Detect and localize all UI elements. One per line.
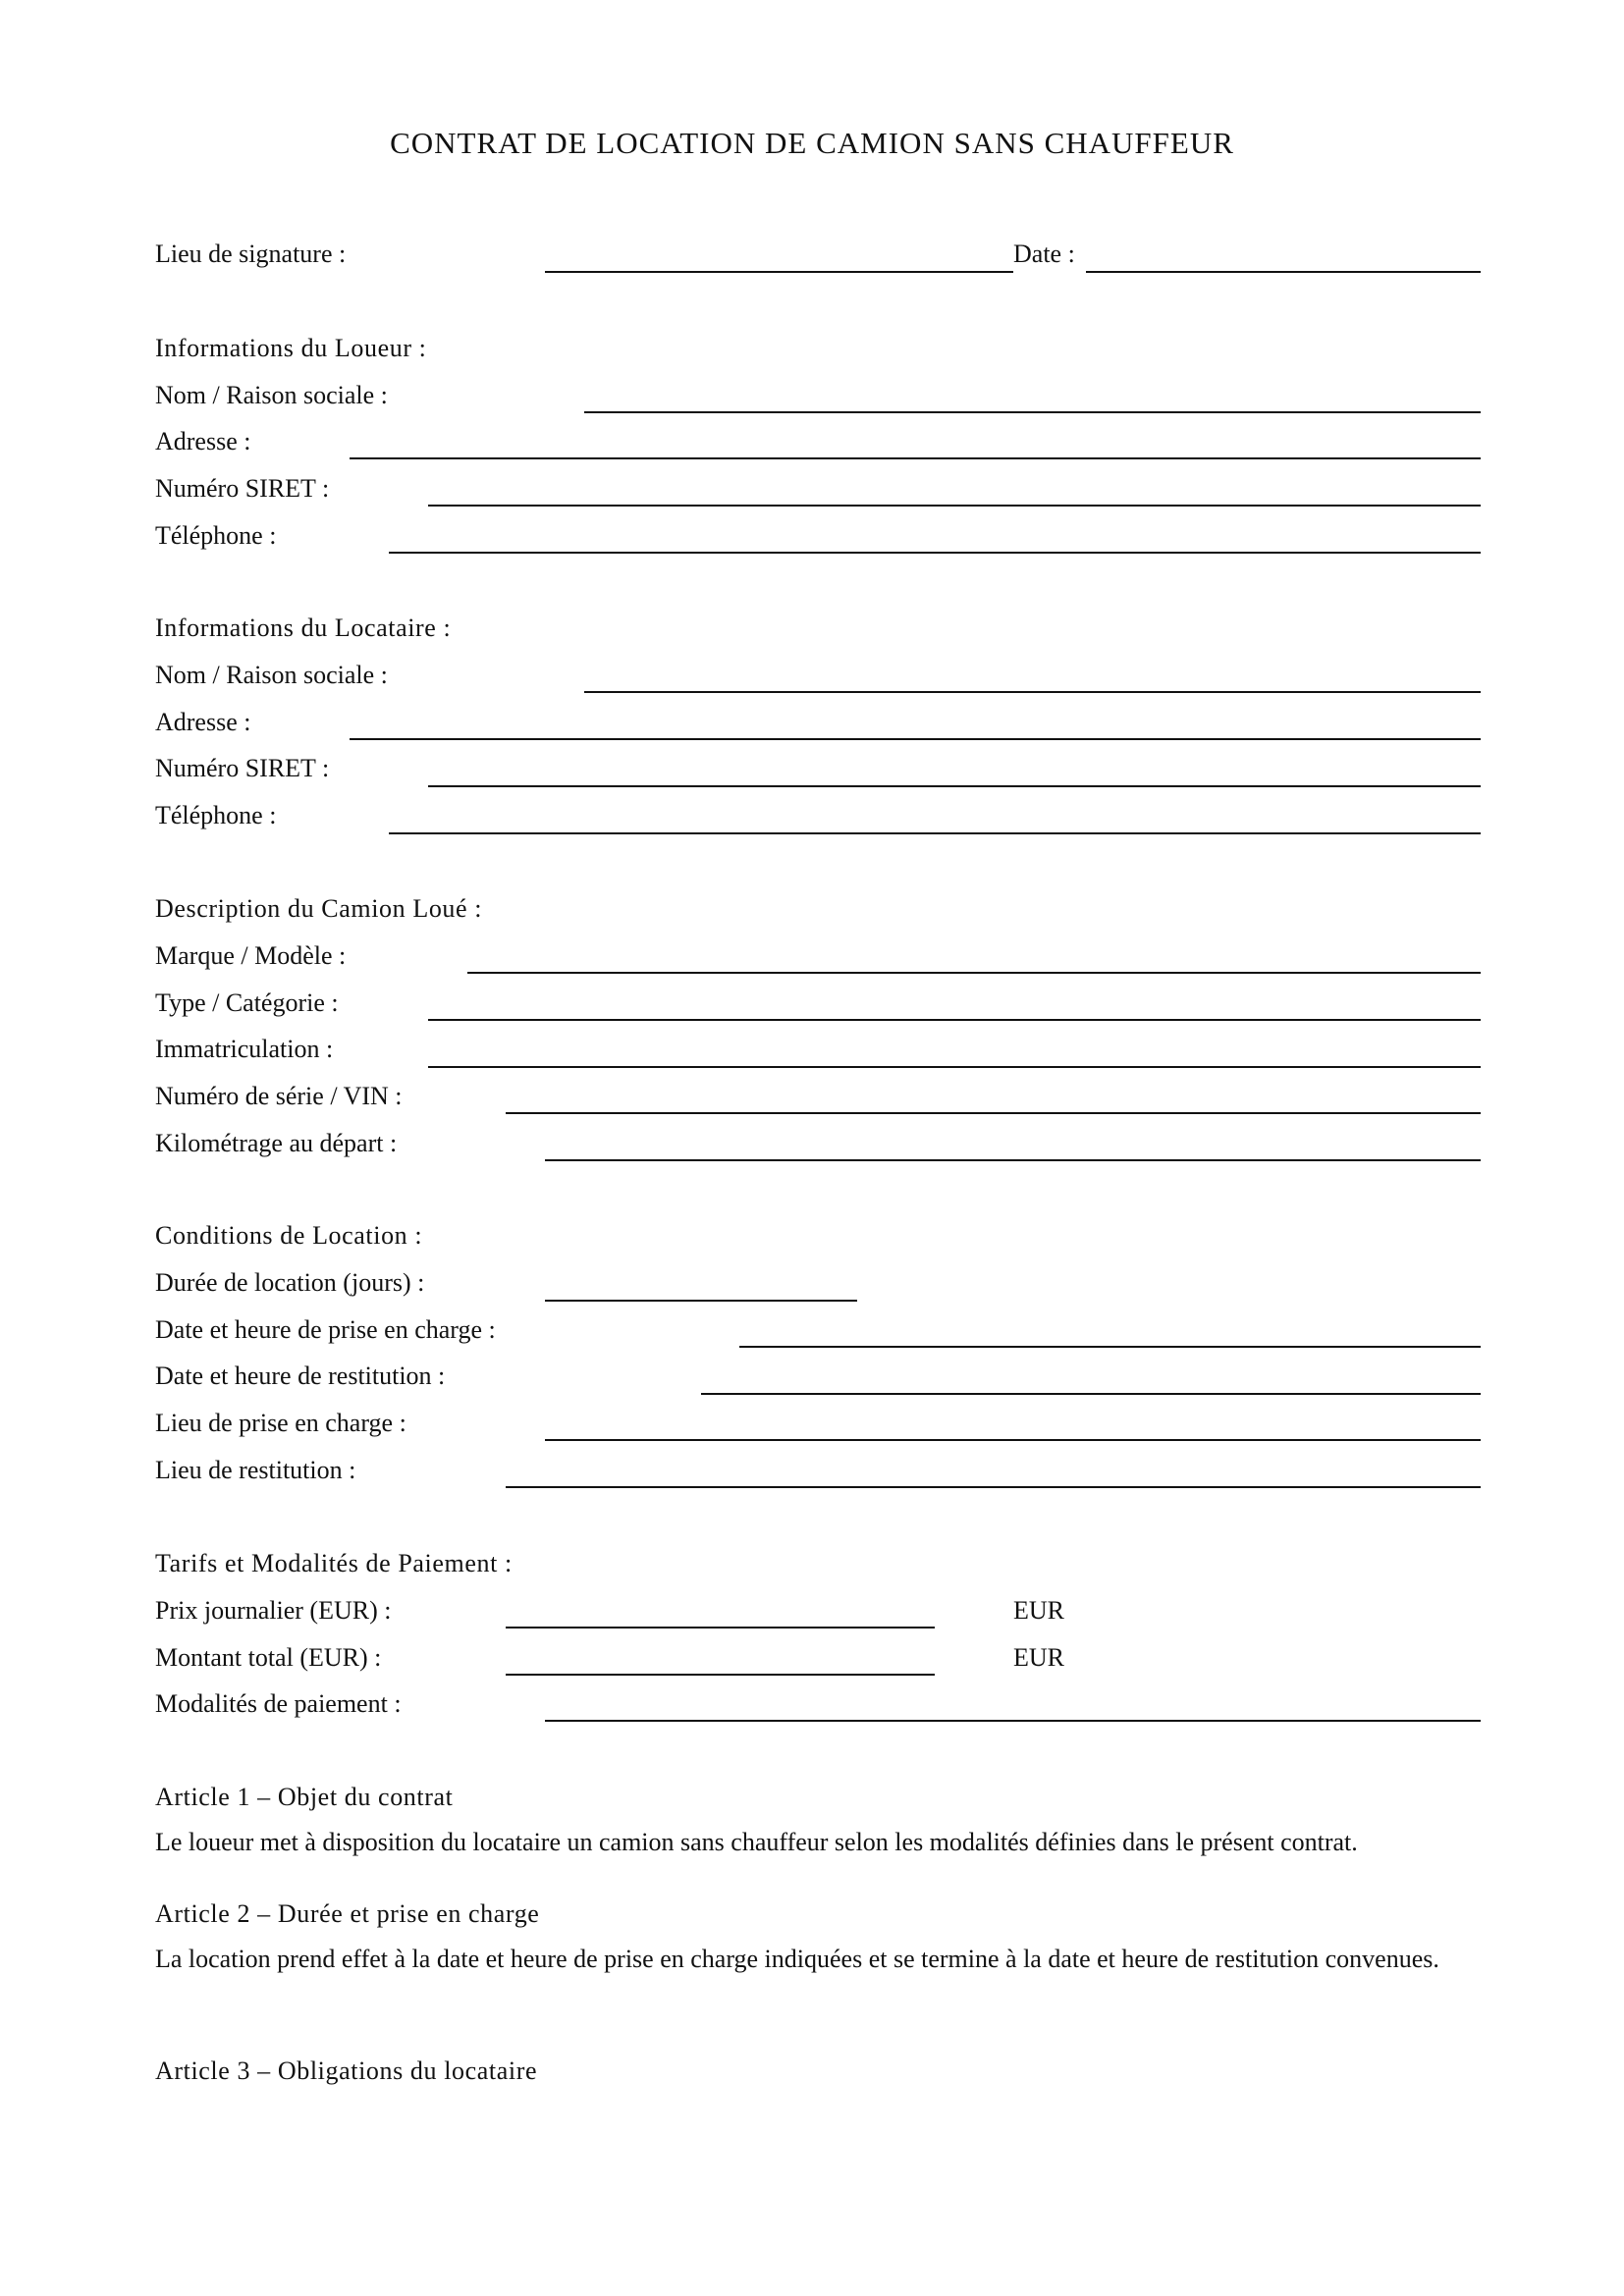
lieu-signature-field[interactable] [545,271,1013,273]
loueur-siret-label: Numéro SIRET : [155,474,330,503]
locataire-telephone-field[interactable] [389,832,1481,834]
lieu-restitution-field[interactable] [506,1486,1481,1488]
locataire-heading: Informations du Locataire : [155,614,452,642]
prix-journalier-unit: EUR [1013,1596,1064,1625]
modalites-label: Modalités de paiement : [155,1689,402,1718]
restitution-label: Date et heure de restitution : [155,1362,446,1390]
montant-total-unit: EUR [1013,1643,1064,1672]
locataire-siret-label: Numéro SIRET : [155,754,330,782]
camion-vin-field[interactable] [506,1112,1481,1114]
montant-total-label: Montant total (EUR) : [155,1643,382,1672]
lieu-prise-field[interactable] [545,1439,1481,1441]
locataire-siret-field[interactable] [428,785,1481,787]
article-1-title: Article 1 – Objet du contrat [155,1783,454,1811]
camion-km-label: Kilométrage au départ : [155,1129,398,1157]
camion-marque-field[interactable] [467,972,1481,974]
loueur-siret-field[interactable] [428,505,1481,507]
lieu-prise-label: Lieu de prise en charge : [155,1409,406,1437]
camion-vin-label: Numéro de série / VIN : [155,1082,403,1110]
montant-total-field[interactable] [506,1674,935,1676]
conditions-heading: Conditions de Location : [155,1221,423,1250]
camion-type-field[interactable] [428,1019,1481,1021]
camion-heading: Description du Camion Loué : [155,894,483,923]
prise-charge-field[interactable] [739,1346,1481,1348]
loueur-nom-label: Nom / Raison sociale : [155,381,388,409]
tarifs-heading: Tarifs et Modalités de Paiement : [155,1549,513,1577]
document-title: CONTRAT DE LOCATION DE CAMION SANS CHAUFFEUR [390,126,1234,160]
camion-marque-label: Marque / Modèle : [155,941,347,970]
duree-field[interactable] [545,1300,857,1302]
prix-journalier-field[interactable] [506,1627,935,1629]
loueur-telephone-label: Téléphone : [155,521,277,550]
article-2-title: Article 2 – Durée et prise en charge [155,1899,540,1928]
duree-label: Durée de location (jours) : [155,1268,425,1297]
loueur-heading: Informations du Loueur : [155,334,427,362]
prix-journalier-label: Prix journalier (EUR) : [155,1596,392,1625]
locataire-nom-field[interactable] [584,691,1481,693]
article-2-text: La location prend effet à la date et heure de prise en charge indiquées et se termine à la date et heure de restitution convenues. [155,1945,1439,1973]
modalites-field[interactable] [545,1720,1481,1722]
camion-type-label: Type / Catégorie : [155,988,339,1017]
loueur-nom-field[interactable] [584,411,1481,413]
date-label: Date : [1013,240,1075,268]
locataire-telephone-label: Téléphone : [155,801,277,829]
restitution-field[interactable] [701,1393,1481,1395]
loueur-telephone-field[interactable] [389,552,1481,554]
article-3-title: Article 3 – Obligations du locataire [155,2056,538,2085]
lieu-restitution-label: Lieu de restitution : [155,1456,356,1484]
prise-charge-label: Date et heure de prise en charge : [155,1315,496,1344]
locataire-adresse-field[interactable] [350,738,1481,740]
loueur-adresse-field[interactable] [350,457,1481,459]
camion-immat-label: Immatriculation : [155,1035,334,1063]
date-field[interactable] [1086,271,1481,273]
article-1-text: Le loueur met à disposition du locataire un camion sans chauffeur selon les modalités définies dans le présent contrat. [155,1828,1358,1856]
locataire-nom-label: Nom / Raison sociale : [155,661,388,689]
loueur-adresse-label: Adresse : [155,427,251,455]
locataire-adresse-label: Adresse : [155,708,251,736]
camion-immat-field[interactable] [428,1066,1481,1068]
lieu-signature-label: Lieu de signature : [155,240,347,268]
camion-km-field[interactable] [545,1159,1481,1161]
